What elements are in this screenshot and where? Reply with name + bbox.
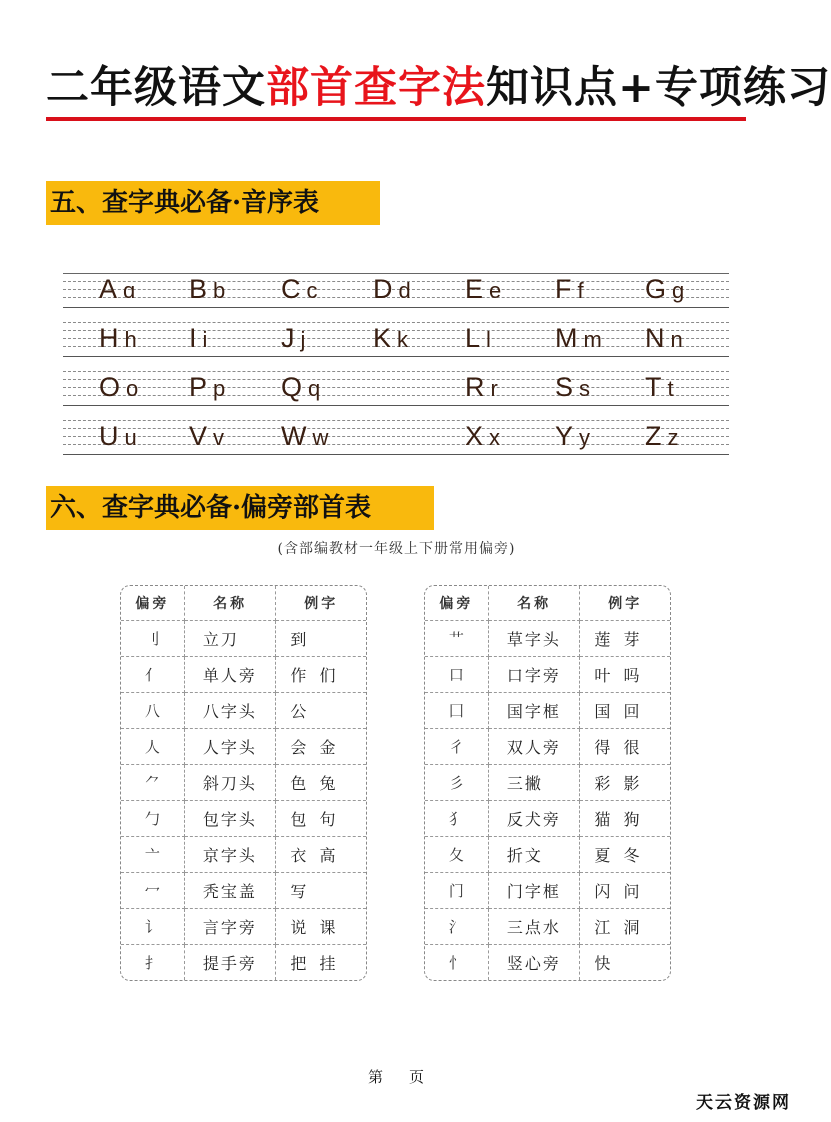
name-cell: 秃宝盖 xyxy=(185,873,277,909)
letter-pair: A ɑ xyxy=(99,274,136,304)
name-cell: 单人旁 xyxy=(185,657,277,693)
radical-table-left xyxy=(120,585,367,981)
name-cell: 八字头 xyxy=(185,693,277,729)
radical-cell: 夂 xyxy=(425,837,489,873)
page-footer xyxy=(368,1066,450,1087)
radical-cell: 人 xyxy=(121,729,185,765)
radical-cell: 刂 xyxy=(121,621,185,657)
letter-pair: J j xyxy=(281,323,306,353)
table-row xyxy=(121,765,366,801)
radical-cell: 艹 xyxy=(425,621,489,657)
examples-cell: 作 们 xyxy=(276,657,366,693)
header-name: 名称 xyxy=(185,586,277,621)
alphabet-row xyxy=(63,371,729,403)
footer-right: 页 xyxy=(409,1068,425,1086)
table-row xyxy=(121,801,366,837)
letter-pair: G g xyxy=(645,274,685,304)
examples-cell: 夏 冬 xyxy=(580,837,670,873)
title-underline xyxy=(46,117,746,121)
alphabet-row xyxy=(63,273,729,305)
letter-pair: Y y xyxy=(555,421,591,451)
section-heading-phonetic-table: 五、查字典必备·音序表 xyxy=(46,181,380,225)
table-row xyxy=(121,657,366,693)
radical-cell: 彳 xyxy=(425,729,489,765)
name-cell: 草字头 xyxy=(489,621,581,657)
letter-pair: R r xyxy=(465,372,498,402)
radical-cell: 八 xyxy=(121,693,185,729)
letter-pair: B b xyxy=(189,274,226,304)
examples-cell: 写 xyxy=(276,873,366,909)
table-row xyxy=(425,873,670,909)
title-part1: 二年级语文 xyxy=(46,63,266,113)
letter-pair: U u xyxy=(99,421,137,451)
name-cell: 提手旁 xyxy=(185,945,277,980)
header-radical: 偏旁 xyxy=(121,586,185,621)
title-part3: 知识点+专项练习 xyxy=(486,63,831,113)
examples-cell: 说 课 xyxy=(276,909,366,945)
page-title xyxy=(46,58,831,118)
letter-pair: O o xyxy=(99,372,139,402)
name-cell: 三撇 xyxy=(489,765,581,801)
name-cell: 口字旁 xyxy=(489,657,581,693)
examples-cell: 快 xyxy=(594,954,615,973)
letter-pair: I i xyxy=(189,323,208,353)
examples-cell: 莲 芽 xyxy=(580,621,670,657)
examples-cell: 色 兔 xyxy=(276,765,366,801)
examples-cell: 得 很 xyxy=(580,729,670,765)
header-name: 名称 xyxy=(489,586,581,621)
name-cell: 竖心旁 xyxy=(489,945,581,980)
table-row xyxy=(121,837,366,873)
letter-pair: F f xyxy=(555,274,584,304)
name-cell: 言字旁 xyxy=(185,909,277,945)
radical-table-right xyxy=(424,585,671,981)
name-cell: 国字框 xyxy=(489,693,581,729)
letter-pair: X x xyxy=(465,421,501,451)
table-row xyxy=(121,945,366,980)
table-row xyxy=(425,657,670,693)
examples-cell: 闪 问 xyxy=(580,873,670,909)
letter-pair: W w xyxy=(281,421,329,451)
radical-cell: 口 xyxy=(425,657,489,693)
radical-cell: ⺈ xyxy=(121,765,185,801)
name-cell: 门字框 xyxy=(489,873,581,909)
letter-pair: C c xyxy=(281,274,318,304)
table-row xyxy=(121,693,366,729)
name-cell: 京字头 xyxy=(185,837,277,873)
table-row xyxy=(425,729,670,765)
radical-cell: 亠 xyxy=(121,837,185,873)
letter-pair: H h xyxy=(99,323,137,353)
examples-cell: 叶 吗 xyxy=(580,657,670,693)
table-row xyxy=(425,765,670,801)
alphabet-row xyxy=(63,420,729,452)
radical-cell: 犭 xyxy=(425,801,489,837)
name-cell: 立刀 xyxy=(185,621,277,657)
name-cell: 反犬旁 xyxy=(489,801,581,837)
name-cell: 双人旁 xyxy=(489,729,581,765)
letter-pair: Q q xyxy=(281,372,321,402)
letter-pair: V v xyxy=(189,421,225,451)
section-heading-radical-table: 六、查字典必备·偏旁部首表 xyxy=(46,486,434,530)
letter-pair: E e xyxy=(465,274,502,304)
radical-cell: 彡 xyxy=(425,765,489,801)
letter-pair: S s xyxy=(555,372,591,402)
table-row xyxy=(121,873,366,909)
table-row xyxy=(425,801,670,837)
examples-cell: 到 xyxy=(276,621,366,657)
radical-cell: 扌 xyxy=(121,945,185,980)
table-row xyxy=(425,837,670,873)
table-row xyxy=(121,909,366,945)
letter-pair: N n xyxy=(645,323,683,353)
name-cell: 包字头 xyxy=(185,801,277,837)
examples-cell: 把 挂 xyxy=(290,954,340,973)
header-radical: 偏旁 xyxy=(425,586,489,621)
letter-pair: T t xyxy=(645,372,674,402)
header-examples: 例字 xyxy=(276,586,366,621)
letter-pair: M m xyxy=(555,323,602,353)
radical-cell: 讠 xyxy=(121,909,185,945)
letter-pair: P p xyxy=(189,372,226,402)
radical-table-note: (含部编教材一年级上下册常用偏旁) xyxy=(277,541,516,557)
examples-cell: 彩 影 xyxy=(580,765,670,801)
examples-cell: 会 金 xyxy=(276,729,366,765)
name-cell: 折文 xyxy=(489,837,581,873)
letter-pair: L l xyxy=(465,323,491,353)
letter-pair: Z z xyxy=(645,421,679,451)
footer-left: 第 xyxy=(368,1068,384,1086)
examples-cell: 猫 狗 xyxy=(580,801,670,837)
examples-cell: 江 洞 xyxy=(580,909,670,945)
radical-cell: 冖 xyxy=(121,873,185,909)
examples-cell: 国 回 xyxy=(580,693,670,729)
letter-pair: D d xyxy=(373,274,411,304)
radical-cell: 氵 xyxy=(425,909,489,945)
title-part2-highlight: 部首查字法 xyxy=(266,63,486,113)
radical-cell: 门 xyxy=(425,873,489,909)
name-cell: 三点水 xyxy=(489,909,581,945)
radical-cell: 囗 xyxy=(425,693,489,729)
letter-pair: K k xyxy=(373,323,409,353)
table-row xyxy=(121,729,366,765)
watermark-text: 天云资源网 xyxy=(696,1093,791,1113)
name-cell: 人字头 xyxy=(185,729,277,765)
examples-cell: 公 xyxy=(276,693,366,729)
header-examples: 例字 xyxy=(580,586,670,621)
table-row xyxy=(121,621,366,657)
table-row xyxy=(425,621,670,657)
alphabet-row xyxy=(63,322,729,354)
examples-cell: 衣 高 xyxy=(276,837,366,873)
radical-cell: 忄 xyxy=(425,945,489,980)
table-row xyxy=(425,693,670,729)
radical-cell: 勹 xyxy=(121,801,185,837)
radical-cell: 亻 xyxy=(121,657,185,693)
examples-cell: 包 句 xyxy=(276,801,366,837)
table-row xyxy=(425,909,670,945)
table-row xyxy=(425,945,670,980)
name-cell: 斜刀头 xyxy=(185,765,277,801)
